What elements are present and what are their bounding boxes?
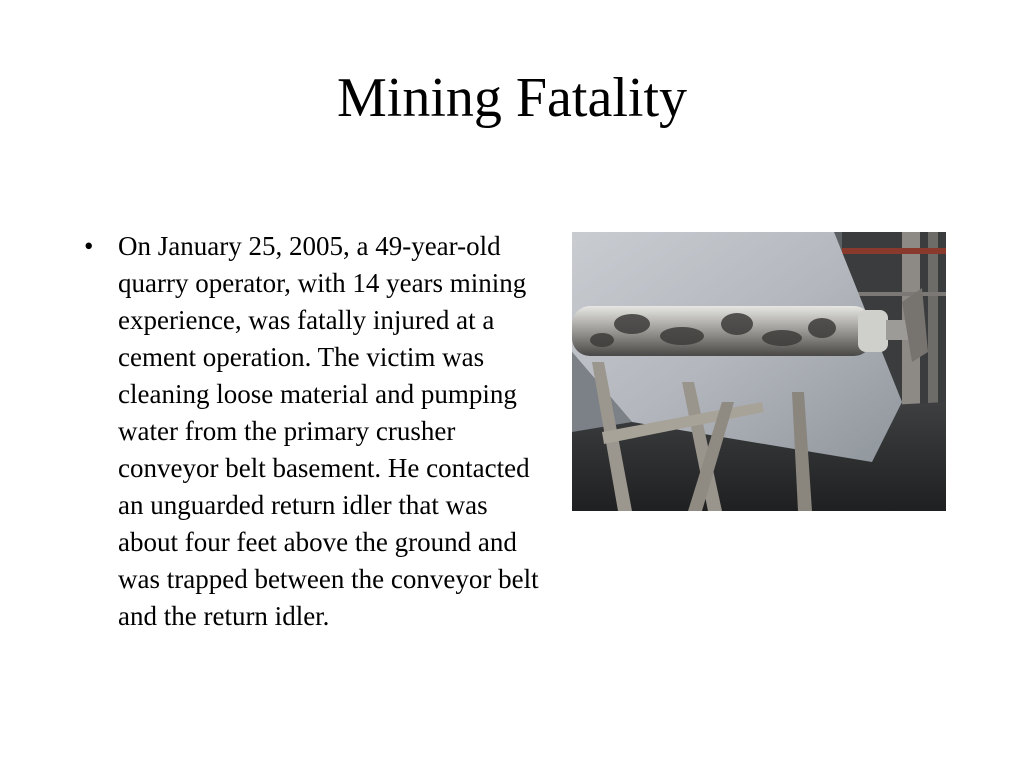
bullet-list [84, 228, 554, 635]
conveyor-idler-photo [572, 232, 946, 511]
bullet-marker: • [84, 231, 94, 261]
bullet-item [84, 228, 554, 635]
slide-title: Mining Fatality [337, 67, 687, 129]
bullet-text: On January 25, 2005, a 49-year-old quarry operator, with 14 years mining experience, was fatally injured at a cement operation. The victim was cleaning loose material and pumping water from the primary crusher conveyor belt basement. He contacted an unguarded return idler that was about four feet above the ground and was trapped between the conveyor belt and the return idler. [118, 231, 539, 631]
photo-illustration [572, 232, 946, 511]
